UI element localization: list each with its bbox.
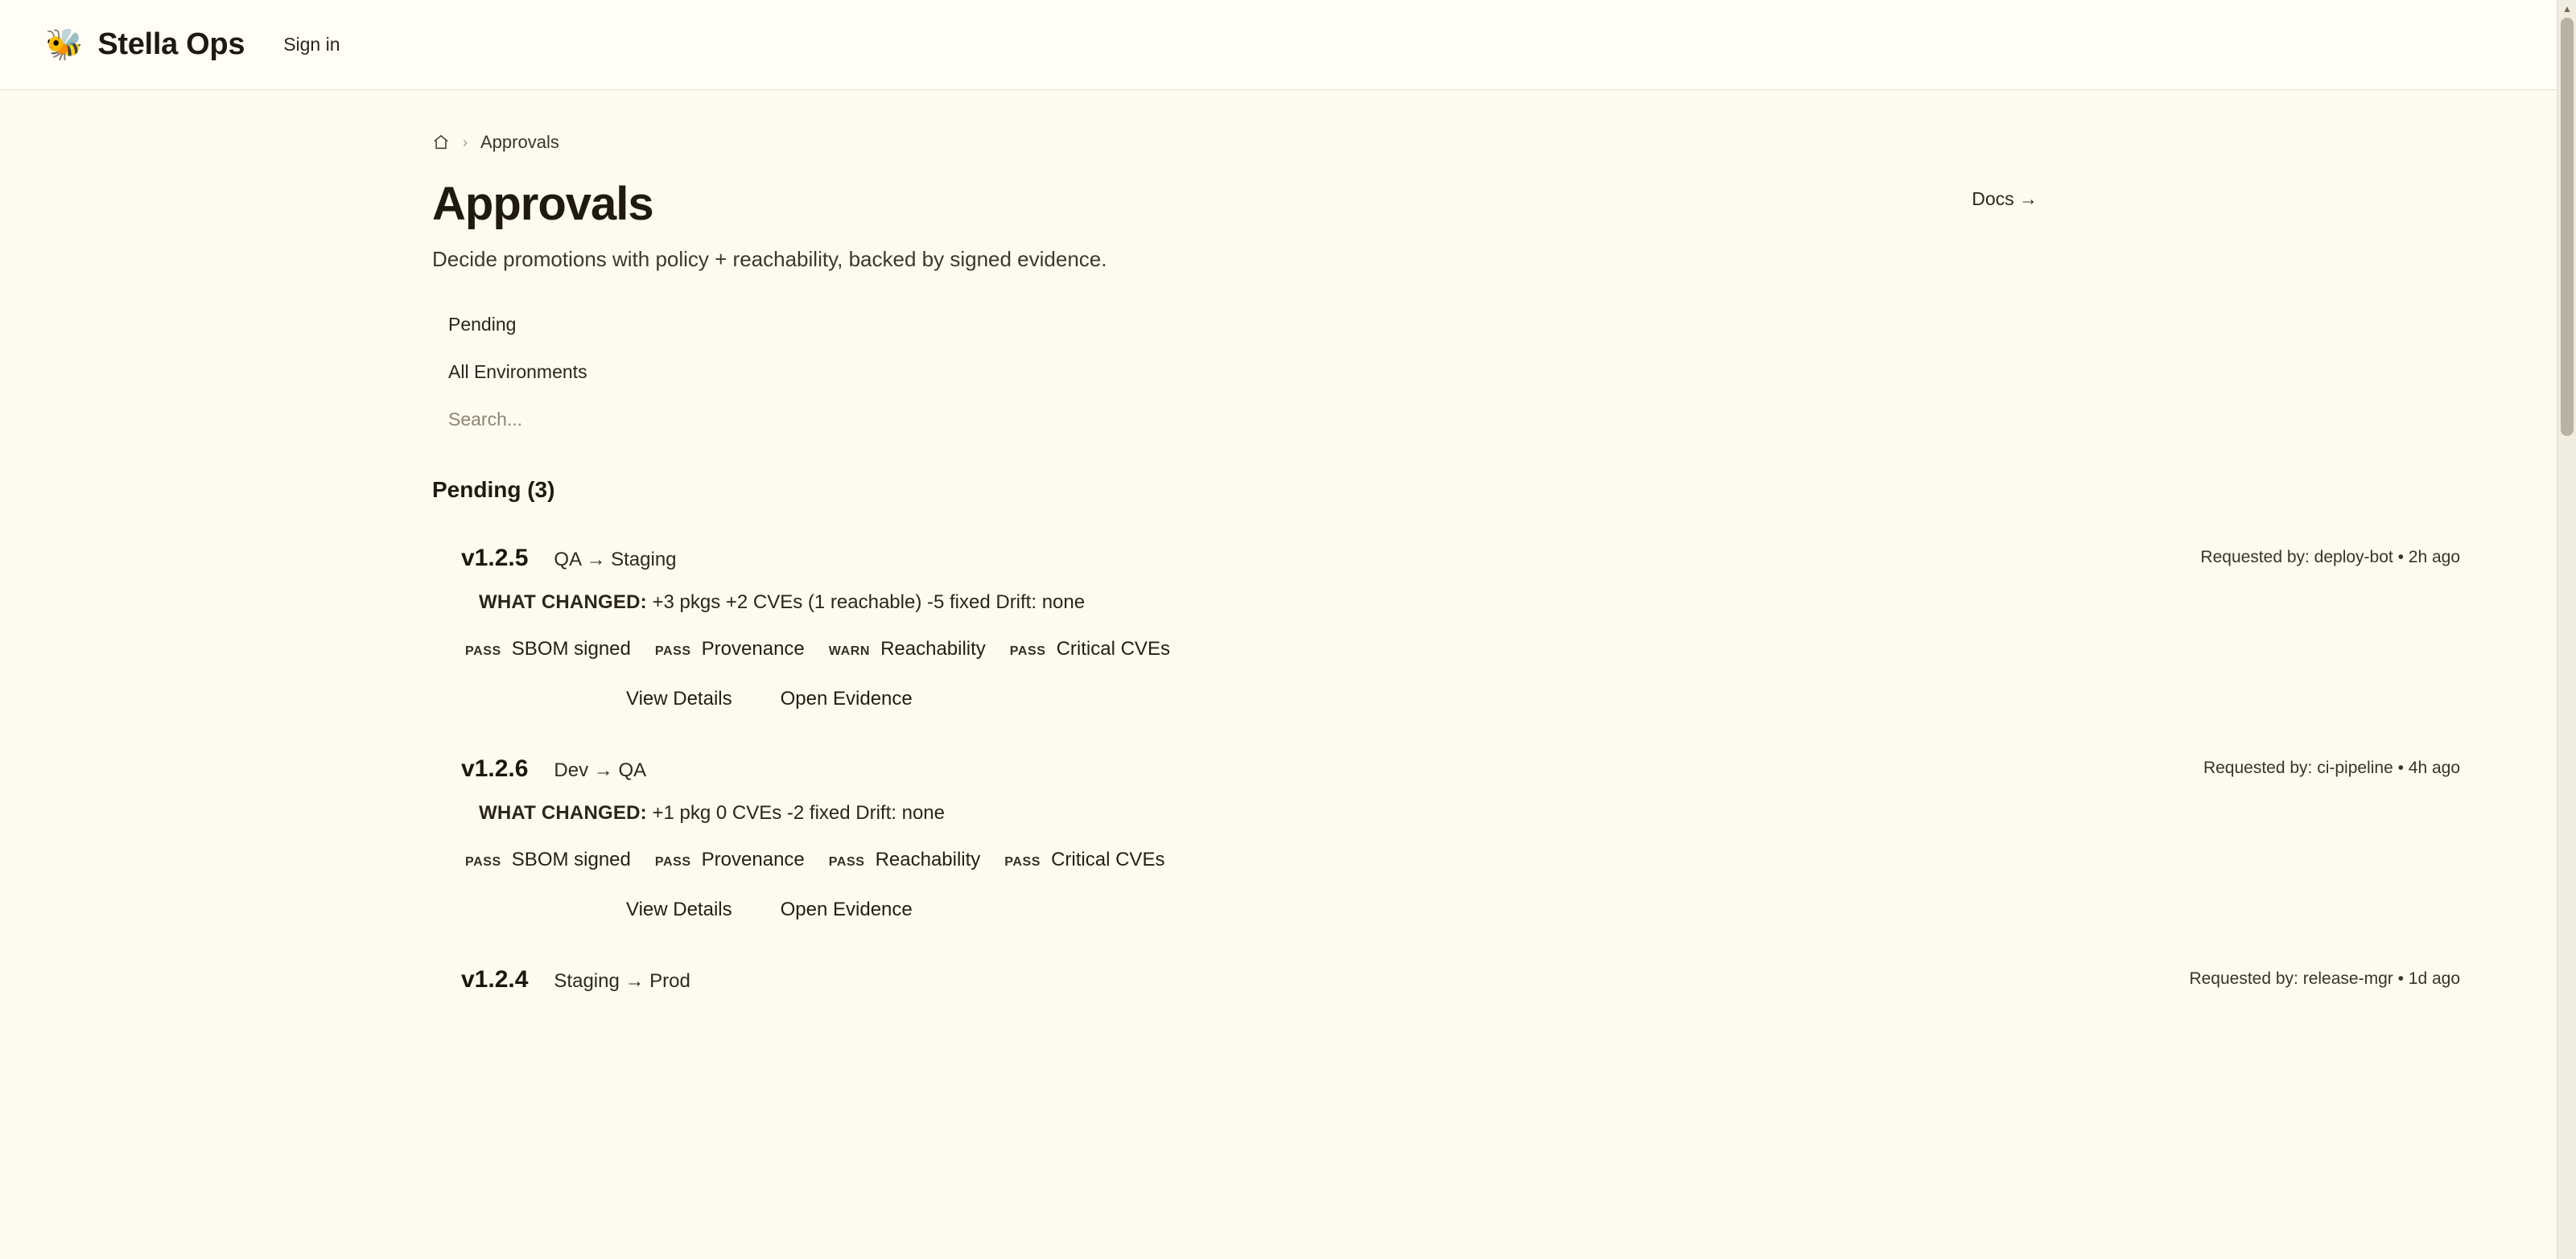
gate-label: Reachability: [875, 849, 981, 870]
gate-status-badge: PASS: [465, 855, 501, 869]
approval-requested-by: Requested by: ci-pipeline • 4h ago: [2203, 759, 2460, 777]
scroll-thumb[interactable]: [2561, 18, 2574, 436]
approval-promotion-path: Staging → Prod: [554, 970, 690, 992]
gate-item: [655, 849, 805, 871]
pending-section-heading: Pending (3): [432, 477, 555, 502]
approval-gates: [461, 638, 2508, 660]
approval-promotion-path: Dev → QA: [554, 759, 647, 781]
approval-card-header: [461, 755, 2508, 783]
approval-version: v1.2.6: [461, 755, 529, 782]
search-input[interactable]: [448, 404, 1012, 435]
what-changed-label: WHAT CHANGED:: [479, 802, 647, 824]
page-scrollbar[interactable]: [2557, 0, 2576, 1259]
what-changed-value: +1 pkg 0 CVEs -2 fixed Drift: none: [652, 802, 945, 824]
approval-gates: [461, 849, 2508, 871]
approval-actions: [461, 895, 2508, 924]
scroll-up-arrow[interactable]: ▲: [2562, 3, 2572, 14]
gate-item: [1010, 638, 1170, 660]
bee-icon: 🐝: [45, 27, 84, 62]
page-subtitle: Decide promotions with policy + reachability, backed by signed evidence.: [432, 247, 1107, 271]
environment-filter[interactable]: All Environments: [448, 356, 587, 388]
open-evidence-button[interactable]: Open Evidence: [773, 685, 921, 714]
view-details-button[interactable]: View Details: [618, 895, 740, 924]
top-navigation-bar: [0, 0, 2557, 90]
gate-status-badge: WARN: [828, 644, 871, 658]
breadcrumb-current: Approvals: [480, 132, 559, 152]
gate-label: Critical CVEs: [1056, 638, 1170, 660]
gate-item: [1004, 849, 1164, 871]
breadcrumb-separator: ›: [463, 134, 468, 150]
gate-label: Critical CVEs: [1051, 849, 1165, 870]
gate-status-badge: PASS: [1004, 855, 1041, 869]
gate-label: Provenance: [701, 638, 805, 660]
what-changed-value: +3 pkgs +2 CVEs (1 reachable) -5 fixed Drift: none: [652, 591, 1086, 613]
gate-label: Provenance: [701, 849, 805, 870]
approval-promotion-path: QA → Staging: [554, 549, 677, 570]
gate-item: [829, 849, 981, 871]
gate-label: Reachability: [880, 638, 986, 660]
approval-version: v1.2.4: [461, 966, 529, 993]
what-changed-label: WHAT CHANGED:: [479, 591, 647, 613]
gate-status-badge: PASS: [465, 644, 501, 658]
approval-requested-by: Requested by: deploy-bot • 2h ago: [2200, 548, 2460, 566]
gate-status-badge: PASS: [654, 855, 691, 869]
page-title: Approvals: [432, 178, 653, 230]
sign-in-button[interactable]: Sign in: [270, 26, 352, 64]
brand-name: Stella Ops: [97, 27, 245, 61]
view-details-button[interactable]: View Details: [618, 685, 740, 714]
gate-label: SBOM signed: [511, 638, 631, 660]
open-evidence-button[interactable]: Open Evidence: [773, 895, 921, 924]
status-filter[interactable]: Pending: [448, 309, 516, 340]
filters: [432, 309, 2508, 435]
approval-card[interactable]: [432, 966, 2508, 994]
docs-link[interactable]: Docs →: [1972, 188, 2038, 209]
approval-what-changed: [461, 802, 2508, 825]
gate-status-badge: PASS: [828, 855, 865, 869]
gate-item: [465, 638, 631, 660]
approval-requested-by: Requested by: release-mgr • 1d ago: [2189, 969, 2460, 988]
gate-item: [829, 638, 986, 660]
page-content: [0, 90, 2557, 994]
approval-what-changed: [461, 591, 2508, 614]
breadcrumb: [432, 130, 2508, 154]
home-icon[interactable]: [432, 134, 450, 151]
page-header: [432, 177, 2508, 231]
gate-item: [655, 638, 805, 660]
approval-card[interactable]: [432, 755, 2508, 924]
gate-status-badge: PASS: [654, 644, 691, 658]
gate-status-badge: PASS: [1009, 644, 1046, 658]
approval-actions: [461, 685, 2508, 714]
gate-item: [465, 849, 631, 871]
approval-card[interactable]: [432, 545, 2508, 714]
approval-version: v1.2.5: [461, 545, 529, 571]
brand[interactable]: [45, 27, 245, 62]
gate-label: SBOM signed: [511, 849, 631, 870]
